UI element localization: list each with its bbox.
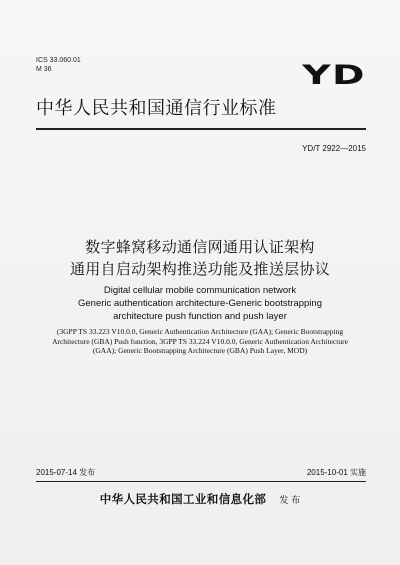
issuer-line (0, 488, 400, 508)
yd-logo: YD (302, 60, 366, 91)
ics-code: ICS 33.060.01 (36, 57, 81, 64)
english-title-line-2: Generic authentication architecture-Generic bootstrapping (78, 298, 322, 309)
document-number: YD/T 2922—2015 (302, 144, 366, 153)
chinese-title-line-1: 数字蜂窝移动通信网通用认证架构 (85, 238, 315, 256)
footer-divider (36, 481, 366, 482)
english-title-line-3: architecture push function and push layer (113, 311, 287, 322)
reference-note: (3GPP TS 33.223 V10.0.0, Generic Authentication Architecture (GAA); Generic Bootstrapping Architecture (GBA) Push function, 3GPP TS 33.224 V10.0.0, Generic Authentication Architecture (GAA); Generic Bootstrapping Architecture (GBA) Push Layer, MOD) (52, 327, 348, 355)
english-title-line-1: Digital cellular mobile communication network (103, 285, 297, 296)
implementation-date: 2015-10-01 实施 (306, 468, 366, 477)
standard-title: 中华人民共和国通信行业标准 (36, 98, 277, 119)
classification-code: M 36 (36, 66, 52, 73)
chinese-title-line-2: 通用自启动架构推送功能及推送层协议 (69, 260, 331, 278)
publish-date: 2015-07-14 发布 (36, 468, 96, 477)
issue-label: 发 布 (279, 496, 301, 506)
issuer-name: 中华人民共和国工业和信息化部 (99, 492, 267, 506)
header-divider (36, 128, 366, 130)
